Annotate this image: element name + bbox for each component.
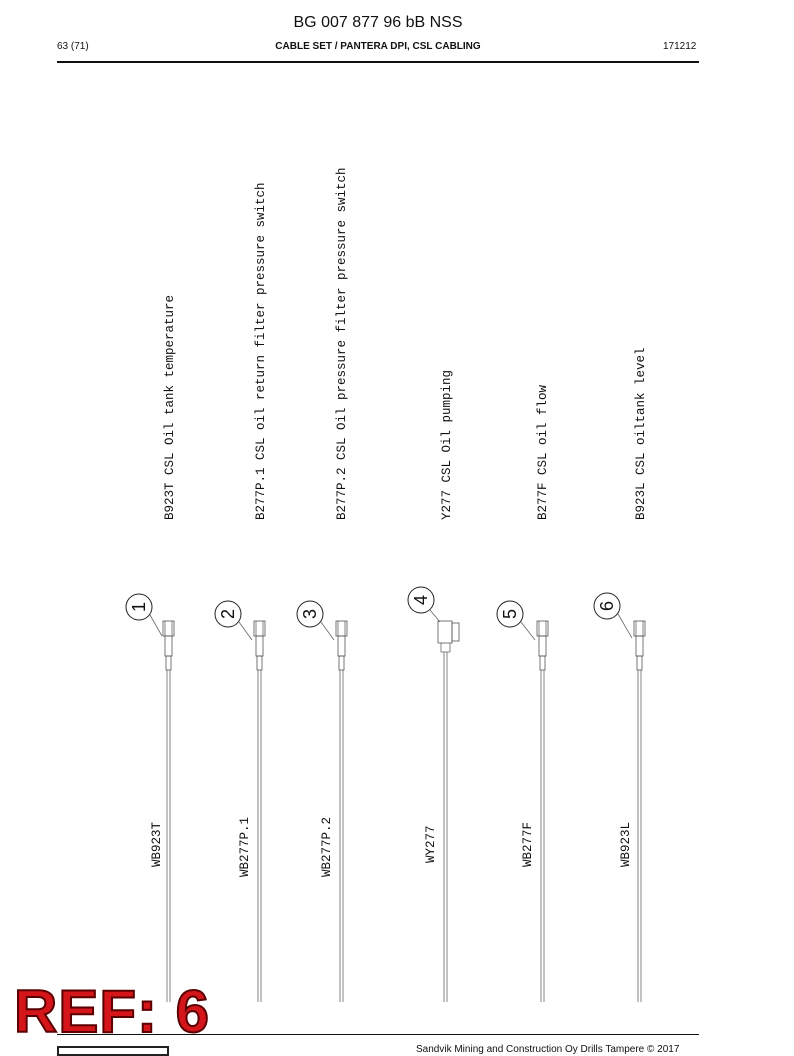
cable-2-drawing	[215, 601, 265, 1002]
cable-2-description: B277P.1 CSL oil return filter pressure switch	[254, 182, 268, 520]
cable-6-number: 6	[597, 600, 617, 612]
cable-4-description: Y277 CSL Oil pumping	[440, 369, 454, 520]
cable-1-number: 1	[129, 601, 149, 613]
section-title: CABLE SET / PANTERA DPI, CSL CABLING	[275, 41, 481, 52]
cable-6-drawing	[594, 593, 645, 1002]
cable-3-code: WB277P.2	[320, 816, 334, 877]
cable-4-drawing	[408, 587, 459, 1002]
cable-3-description: B277P.2 CSL Oil pressure filter pressure switch	[335, 167, 349, 520]
cable-2-code: WB277P.1	[238, 816, 252, 877]
date-code: 171212	[663, 41, 697, 52]
cable-5-drawing	[497, 601, 548, 1002]
cable-1-drawing	[126, 594, 174, 1002]
cable-5-code: WB277F	[521, 821, 535, 867]
cable-1-code: WB923T	[150, 821, 164, 867]
cable-2-number: 2	[218, 608, 238, 620]
cable-1-description: B923T CSL Oil tank temperature	[163, 294, 177, 520]
document-title: BG 007 877 96 bB NSS	[293, 14, 463, 31]
page-number: 63 (71)	[57, 41, 89, 52]
cable-6-description: B923L CSL oiltank level	[634, 347, 648, 520]
cable-5-number: 5	[500, 608, 520, 620]
cable-5-description: B277F CSL oil flow	[536, 384, 550, 520]
cable-3-drawing	[297, 601, 347, 1002]
cable-4-code: WY277	[424, 825, 438, 863]
cable-6-code: WB923L	[619, 821, 633, 867]
cable-4-number: 4	[411, 594, 431, 606]
footer-copyright: Sandvik Mining and Construction Oy Drills Tampere © 2017	[416, 1044, 680, 1055]
cable-3-number: 3	[300, 608, 320, 620]
company-logo	[57, 1046, 169, 1056]
ref-badge: REF: 6	[14, 978, 211, 1045]
